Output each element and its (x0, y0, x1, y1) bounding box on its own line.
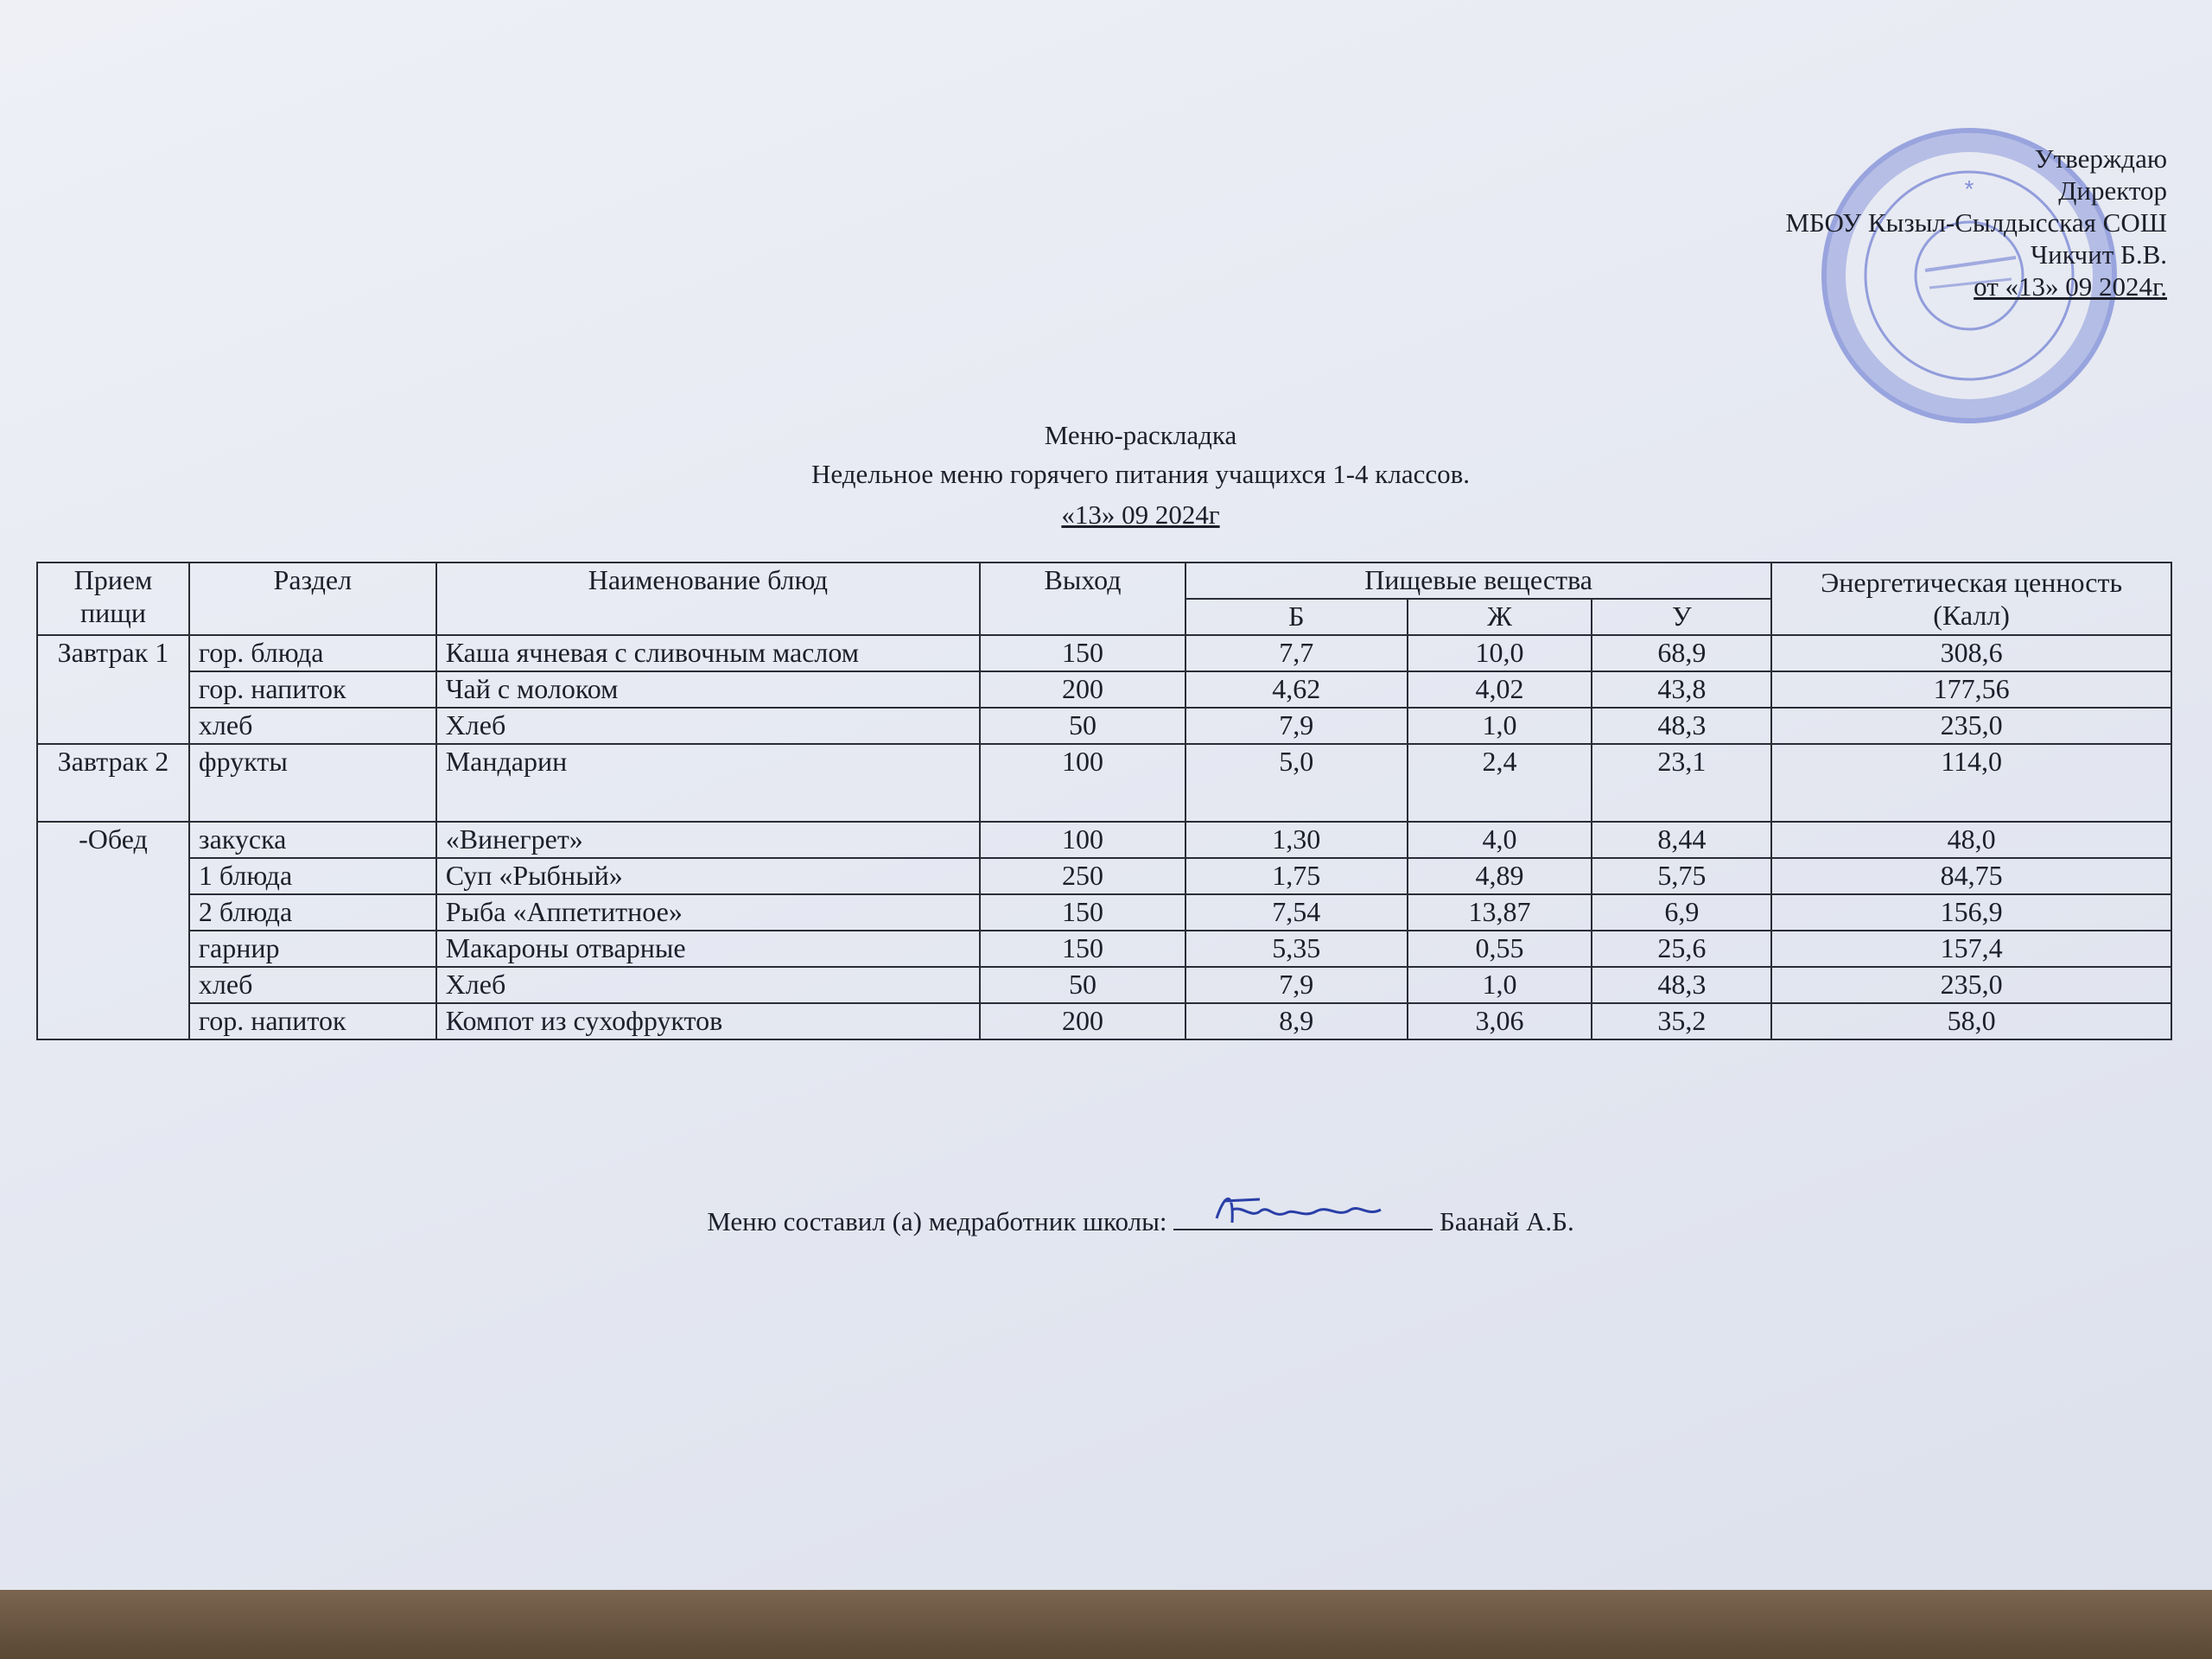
yield-cell: 200 (980, 1003, 1185, 1039)
header-protein: Б (1185, 599, 1408, 635)
protein-cell: 7,9 (1185, 967, 1408, 1003)
section-cell: хлеб (189, 967, 436, 1003)
section-cell: 2 блюда (189, 894, 436, 931)
meal-cell: Завтрак 1 (37, 635, 189, 744)
approval-line-approve: Утверждаю (2034, 143, 2167, 174)
table-row (37, 708, 2171, 744)
menu-table (36, 562, 2172, 1040)
fat-cell: 10,0 (1408, 635, 1592, 671)
signature-line (0, 1201, 2212, 1237)
fat-cell: 1,0 (1408, 708, 1592, 744)
table-row (37, 744, 2171, 822)
dish-cell: Компот из сухофруктов (436, 1003, 980, 1039)
header-energy: Энергетическая ценность (Калл) (1771, 563, 2171, 635)
section-cell: хлеб (189, 708, 436, 744)
header-carbs: У (1592, 599, 1771, 635)
protein-cell: 1,75 (1185, 858, 1408, 894)
energy-cell: 48,0 (1771, 822, 2171, 858)
meal-cell: -Обед (37, 822, 189, 1039)
protein-cell: 8,9 (1185, 1003, 1408, 1039)
yield-cell: 50 (980, 708, 1185, 744)
carbs-cell: 68,9 (1592, 635, 1771, 671)
table-row (37, 822, 2171, 858)
energy-cell: 58,0 (1771, 1003, 2171, 1039)
yield-cell: 150 (980, 894, 1185, 931)
header-nutrients: Пищевые вещества (1185, 563, 1771, 599)
carbs-cell: 6,9 (1592, 894, 1771, 931)
energy-cell: 177,56 (1771, 671, 2171, 708)
section-cell: 1 блюда (189, 858, 436, 894)
carbs-cell: 25,6 (1592, 931, 1771, 967)
fat-cell: 1,0 (1408, 967, 1592, 1003)
table-body (37, 635, 2171, 1039)
approval-block (1785, 143, 2167, 302)
protein-cell: 4,62 (1185, 671, 1408, 708)
svg-text:*: * (1964, 175, 1974, 202)
energy-cell: 156,9 (1771, 894, 2171, 931)
approval-line-director-name: Чикчит Б.В. (2030, 239, 2167, 270)
fat-cell: 13,87 (1408, 894, 1592, 931)
yield-cell: 150 (980, 635, 1185, 671)
dish-cell: Макароны отварные (436, 931, 980, 967)
section-cell: гор. напиток (189, 1003, 436, 1039)
header-dish: Наименование блюд (436, 563, 980, 635)
protein-cell: 7,54 (1185, 894, 1408, 931)
protein-cell: 1,30 (1185, 822, 1408, 858)
table-header-row (37, 563, 2171, 599)
document-subtitle: Недельное меню горячего питания учащихся 1-4 классов. (811, 459, 1470, 489)
carbs-cell: 35,2 (1592, 1003, 1771, 1039)
handwritten-signature-icon (1208, 1184, 1407, 1236)
header-yield: Выход (980, 563, 1185, 635)
table-row (37, 967, 2171, 1003)
yield-cell: 200 (980, 671, 1185, 708)
dish-cell: Мандарин (436, 744, 980, 822)
meal-cell: Завтрак 2 (37, 744, 189, 822)
table-row (37, 635, 2171, 671)
dish-cell: Суп «Рыбный» (436, 858, 980, 894)
fat-cell: 2,4 (1408, 744, 1592, 822)
yield-cell: 150 (980, 931, 1185, 967)
carbs-cell: 5,75 (1592, 858, 1771, 894)
desk-surface (0, 1590, 2212, 1659)
yield-cell: 100 (980, 822, 1185, 858)
table-row (37, 931, 2171, 967)
table-row (37, 894, 2171, 931)
section-cell: фрукты (189, 744, 436, 822)
fat-cell: 4,02 (1408, 671, 1592, 708)
dish-cell: Чай с молоком (436, 671, 980, 708)
signature-field (1173, 1201, 1433, 1230)
fat-cell: 4,89 (1408, 858, 1592, 894)
energy-cell: 235,0 (1771, 967, 2171, 1003)
yield-cell: 100 (980, 744, 1185, 822)
approval-line-position: Директор (2058, 175, 2167, 206)
dish-cell: Рыба «Аппетитное» (436, 894, 980, 931)
table-row (37, 671, 2171, 708)
energy-cell: 235,0 (1771, 708, 2171, 744)
approval-line-date: от «13» 09 2024г. (1974, 271, 2167, 302)
document-date: «13» 09 2024г (1061, 499, 1220, 530)
document-title: Меню-раскладка (1044, 420, 1237, 450)
carbs-cell: 43,8 (1592, 671, 1771, 708)
protein-cell: 7,7 (1185, 635, 1408, 671)
section-cell: гор. блюда (189, 635, 436, 671)
energy-cell: 114,0 (1771, 744, 2171, 822)
section-cell: гарнир (189, 931, 436, 967)
signature-name: Баанай А.Б. (1440, 1206, 1574, 1236)
header-meal: Прием пищи (37, 563, 189, 635)
dish-cell: Хлеб (436, 967, 980, 1003)
energy-cell: 157,4 (1771, 931, 2171, 967)
fat-cell: 4,0 (1408, 822, 1592, 858)
fat-cell: 0,55 (1408, 931, 1592, 967)
carbs-cell: 48,3 (1592, 967, 1771, 1003)
carbs-cell: 23,1 (1592, 744, 1771, 822)
protein-cell: 7,9 (1185, 708, 1408, 744)
carbs-cell: 48,3 (1592, 708, 1771, 744)
yield-cell: 50 (980, 967, 1185, 1003)
table-row (37, 858, 2171, 894)
table-row (37, 1003, 2171, 1039)
dish-cell: Каша ячневая с сливочным маслом (436, 635, 980, 671)
energy-cell: 308,6 (1771, 635, 2171, 671)
header-section: Раздел (189, 563, 436, 635)
fat-cell: 3,06 (1408, 1003, 1592, 1039)
section-cell: гор. напиток (189, 671, 436, 708)
header-fat: Ж (1408, 599, 1592, 635)
dish-cell: Хлеб (436, 708, 980, 744)
approval-line-school: МБОУ Кызыл-Сылдысская СОШ (1785, 207, 2167, 238)
signature-prefix: Меню составил (а) медработник школы: (707, 1206, 1167, 1236)
section-cell: закуска (189, 822, 436, 858)
carbs-cell: 8,44 (1592, 822, 1771, 858)
dish-cell: «Винегрет» (436, 822, 980, 858)
energy-cell: 84,75 (1771, 858, 2171, 894)
protein-cell: 5,35 (1185, 931, 1408, 967)
protein-cell: 5,0 (1185, 744, 1408, 822)
yield-cell: 250 (980, 858, 1185, 894)
